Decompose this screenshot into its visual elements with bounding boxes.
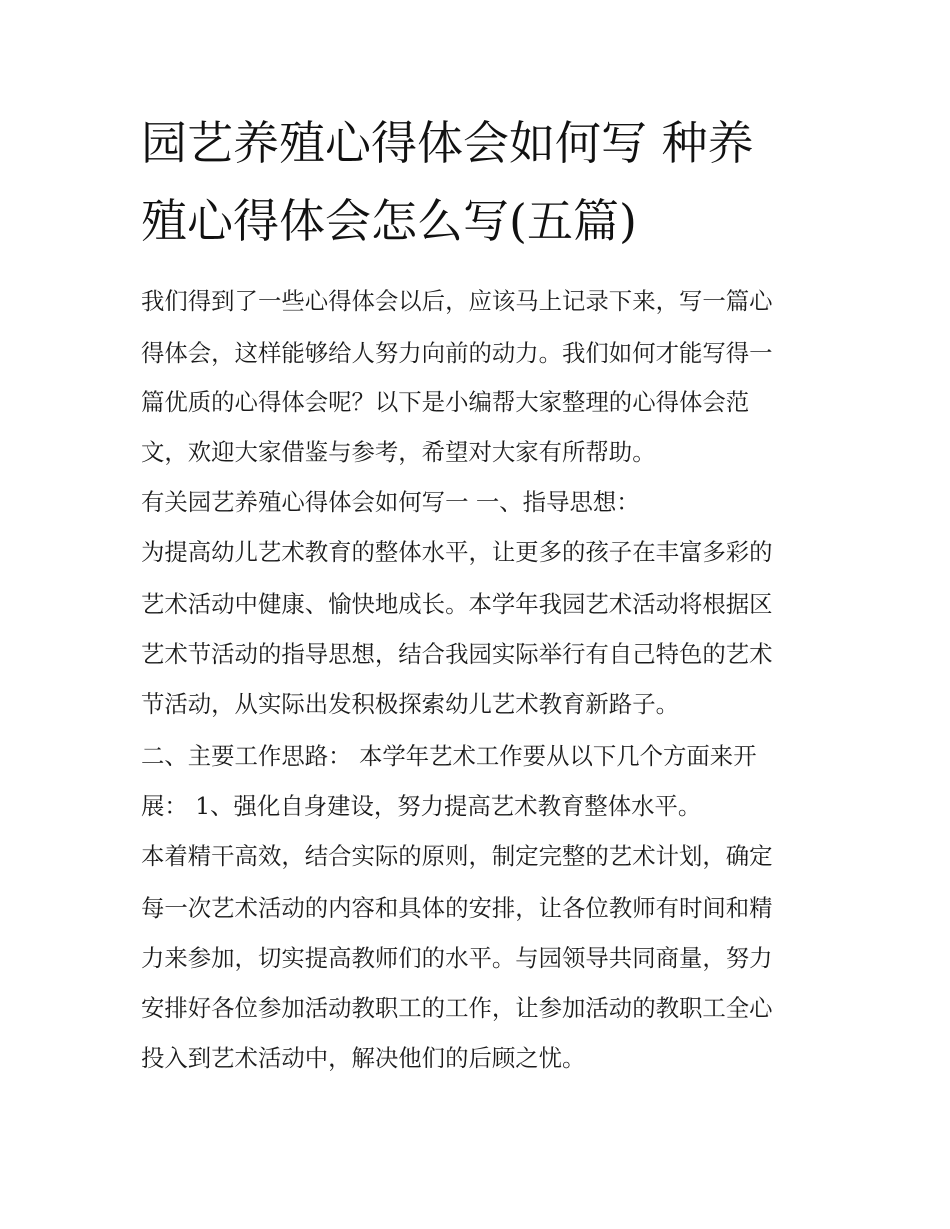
body-line: 为提高幼儿艺术教育的整体水平，让更多的孩子在丰富多彩的 — [141, 538, 773, 566]
document-title-line-1: 园艺养殖心得体会如何写 种养 — [141, 116, 754, 170]
body-line: 节活动，从实际出发积极探索幼儿艺术教育新路子。 — [141, 690, 679, 718]
document-title-line-2: 殖心得体会怎么写(五篇) — [141, 194, 637, 248]
body-line: 展： 1、强化自身建设，努力提高艺术教育整体水平。 — [141, 792, 702, 820]
body-line: 投入到艺术活动中，解决他们的后顾之忧。 — [141, 1044, 586, 1072]
body-line: 安排好各位参加活动教职工的工作，让参加活动的教职工全心 — [141, 994, 773, 1022]
body-line: 二、主要工作思路： 本学年艺术工作要从以下几个方面来开 — [141, 742, 757, 770]
body-line: 艺术节活动的指导思想，结合我园实际举行有自己特色的艺术 — [141, 640, 773, 668]
body-line: 我们得到了一些心得体会以后，应该马上记录下来，写一篇心 — [141, 287, 773, 315]
body-line: 艺术活动中健康、愉快地成长。本学年我园艺术活动将根据区 — [141, 590, 773, 618]
section-heading-line: 有关园艺养殖心得体会如何写一 一、指导思想： — [141, 488, 640, 516]
body-line: 篇优质的心得体会呢？以下是小编帮大家整理的心得体会范 — [141, 388, 750, 416]
body-line: 文，欢迎大家借鉴与参考，希望对大家有所帮助。 — [141, 438, 656, 466]
body-line: 力来参加，切实提高教师们的水平。与园领导共同商量，努力 — [141, 944, 773, 972]
body-line: 本着精干高效，结合实际的原则，制定完整的艺术计划，确定 — [141, 842, 773, 870]
body-line: 每一次艺术活动的内容和具体的安排，让各位教师有时间和精 — [141, 894, 773, 922]
body-line: 得体会，这样能够给人努力向前的动力。我们如何才能写得一 — [141, 339, 773, 367]
